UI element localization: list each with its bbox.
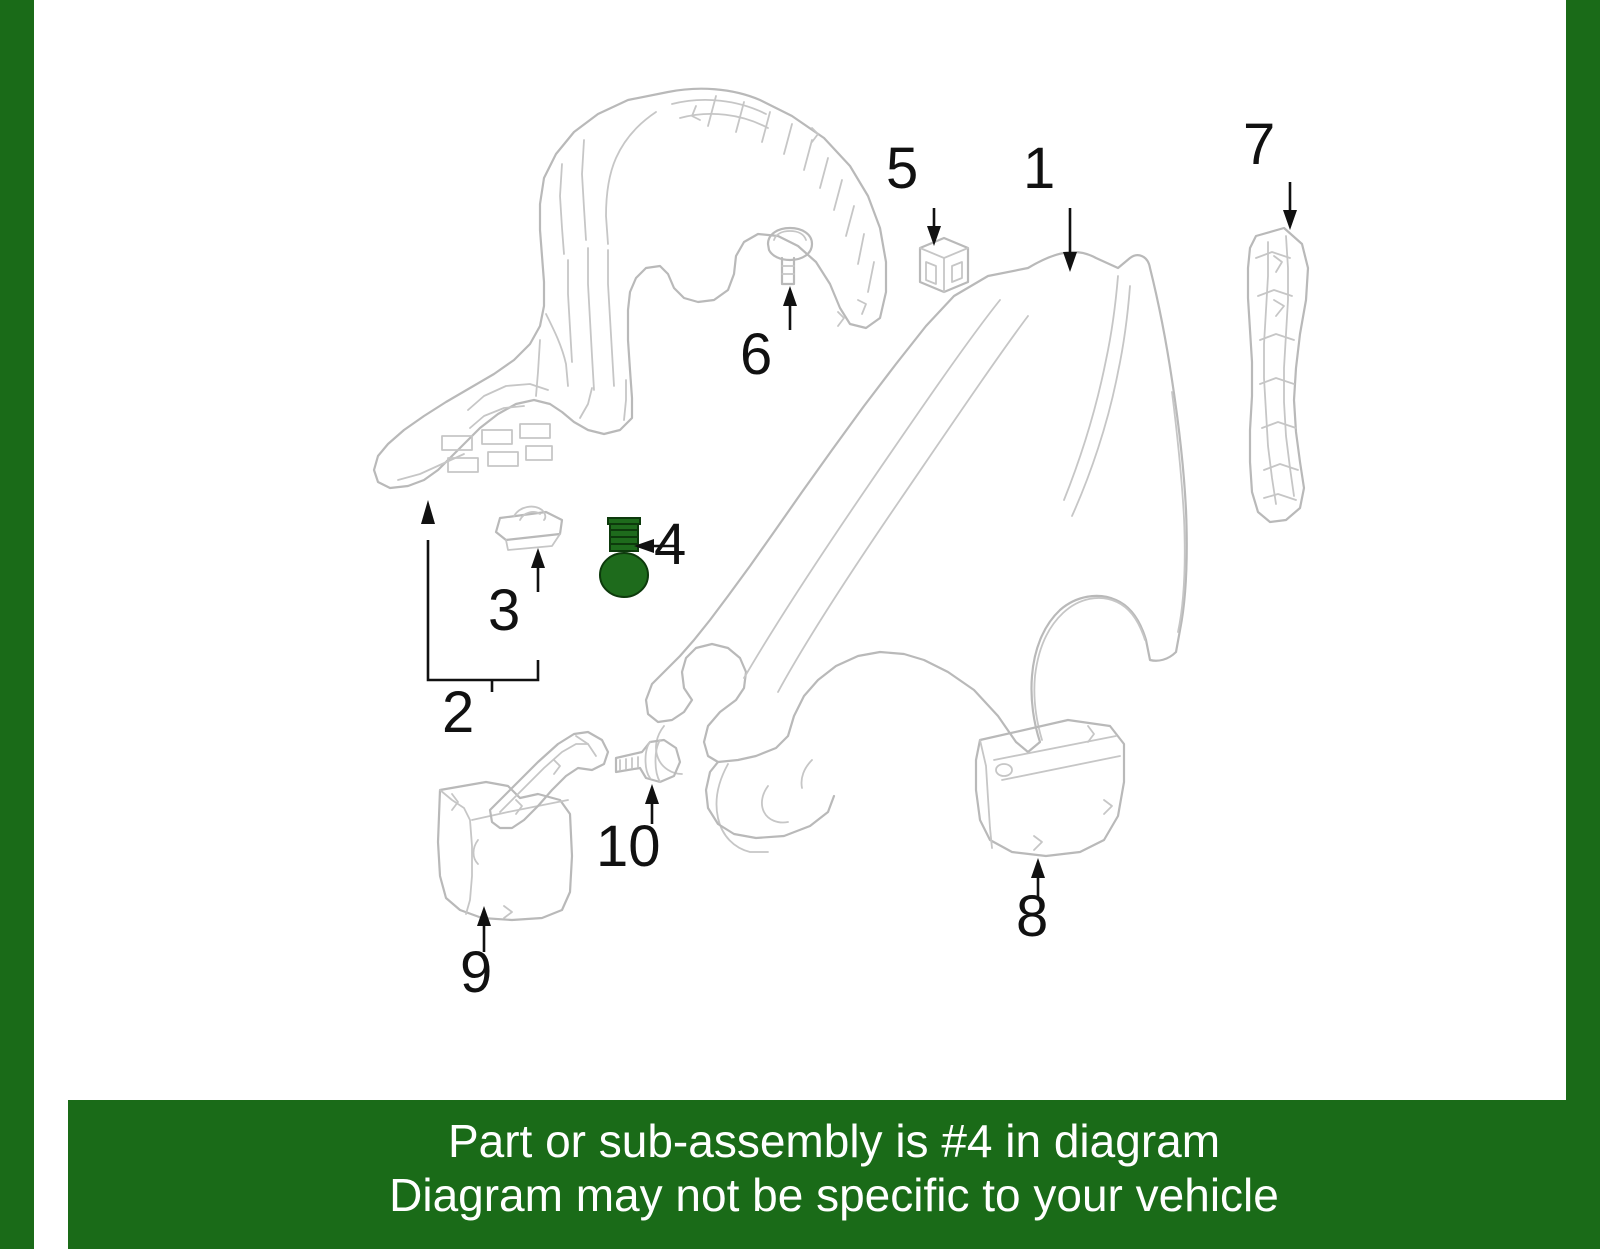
part-block-spacer: [920, 238, 968, 292]
callout-label-8: 8: [1016, 884, 1049, 949]
part-mud-guard-front-left: [438, 732, 608, 920]
callout-label-2: 2: [442, 680, 475, 745]
banner-line-1: Part or sub-assembly is #4 in diagram: [447, 1115, 1221, 1167]
callout-label-6: 6: [740, 322, 773, 387]
part-fender-side-bracket: [1248, 228, 1308, 522]
callout-label-4: 4: [654, 512, 687, 577]
callout-label-1: 1: [1023, 136, 1056, 201]
diagram-canvas: [68, 0, 1600, 1100]
part-mud-guard-rear-right: [976, 720, 1124, 856]
part-fender-panel: [646, 252, 1187, 852]
callout-label-7: 7: [1243, 112, 1276, 177]
part-inner-fender-liner: [374, 89, 886, 488]
callout-leaders: [421, 182, 1297, 952]
callout-label-5: 5: [886, 136, 919, 201]
callout-label-9: 9: [460, 940, 493, 1005]
part-clip-retainer: [496, 507, 562, 550]
banner-line-2: Diagram may not be specific to your vehicle: [389, 1169, 1279, 1221]
callout-label-10: 10: [596, 814, 661, 879]
diagram-banner: [68, 1100, 1600, 1249]
part-flange-bolt: [616, 740, 680, 782]
parts-illustration: [68, 0, 1600, 1100]
callout-label-3: 3: [488, 578, 521, 643]
part-screw-grommet-highlighted: [600, 518, 648, 597]
